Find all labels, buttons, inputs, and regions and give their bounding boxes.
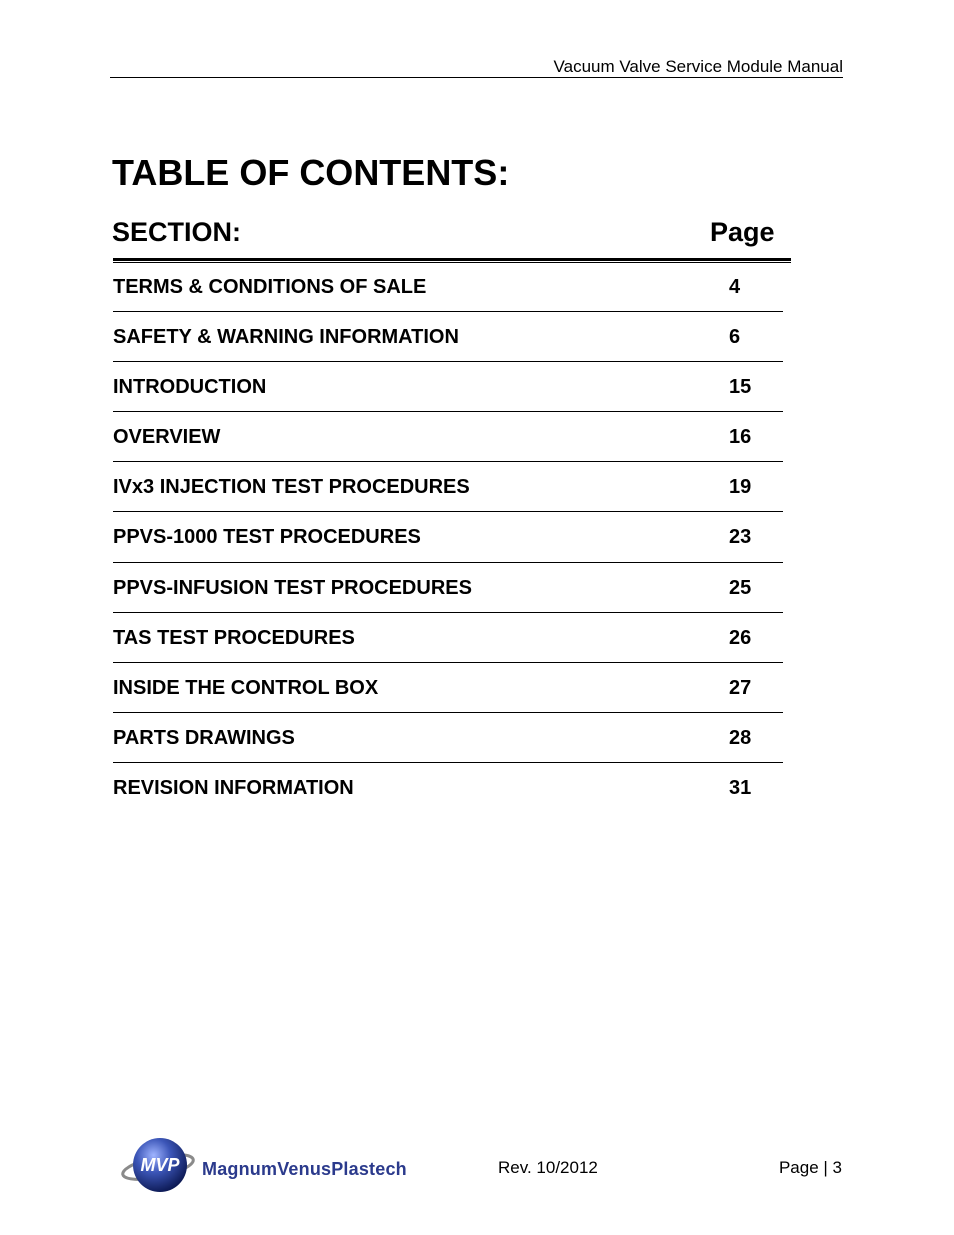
- revision-date: Rev. 10/2012: [498, 1158, 598, 1177]
- toc-entry-label: PARTS DRAWINGS: [113, 726, 295, 749]
- toc-entry-label: IVx3 INJECTION TEST PROCEDURES: [113, 476, 470, 499]
- toc-entry-safety[interactable]: [112, 312, 792, 362]
- toc-entry-page: 19: [729, 476, 752, 499]
- toc-entry-page: 6: [729, 326, 741, 349]
- toc-list: [112, 262, 792, 813]
- toc-entry-ppvs-1000[interactable]: [112, 512, 792, 562]
- toc-entry-control-box[interactable]: [112, 663, 792, 713]
- running-header: [110, 55, 843, 78]
- toc-entry-page: 16: [729, 426, 752, 449]
- toc-entry-ppvs-infusion[interactable]: [112, 563, 792, 613]
- toc-entry-page: 27: [729, 676, 752, 699]
- toc-entry-label: PPVS-1000 TEST PROCEDURES: [113, 526, 421, 549]
- section-column-heading: SECTION:: [112, 217, 242, 247]
- toc-entry-label: TERMS & CONDITIONS OF SALE: [113, 276, 427, 298]
- company-logo: [120, 1134, 410, 1196]
- page-column-heading: Page: [710, 217, 775, 247]
- mvp-globe-icon: [120, 1134, 200, 1196]
- toc-entry-label: PPVS-INFUSION TEST PROCEDURES: [113, 576, 472, 599]
- toc-entry-label: REVISION INFORMATION: [113, 776, 354, 799]
- toc-entry-revision[interactable]: [112, 763, 792, 813]
- toc-entry-page: 28: [729, 726, 752, 749]
- toc-entry-ivx3[interactable]: [112, 462, 792, 512]
- toc-entry-label: INTRODUCTION: [113, 376, 267, 399]
- toc-entry-page: 26: [729, 626, 752, 649]
- toc-entry-label: INSIDE THE CONTROL BOX: [113, 676, 379, 699]
- toc-entry-parts-drawings[interactable]: [112, 713, 792, 763]
- toc-entry-page: 23: [729, 526, 752, 549]
- toc-entry-page: 15: [729, 376, 752, 399]
- logo-wordmark: MagnumVenusPlastech: [202, 1159, 407, 1179]
- toc-entry-tas[interactable]: [112, 613, 792, 663]
- toc-entry-introduction[interactable]: [112, 362, 792, 412]
- toc-entry-label: OVERVIEW: [113, 426, 221, 449]
- logo-mark-text: MVP: [140, 1155, 180, 1175]
- toc-entry-terms[interactable]: [112, 262, 792, 312]
- page-number: Page | 3: [778, 1158, 842, 1177]
- toc-entry-page: 25: [729, 576, 752, 599]
- manual-title: Vacuum Valve Service Module Manual: [553, 57, 843, 76]
- toc-entry-label: TAS TEST PROCEDURES: [113, 626, 355, 649]
- toc-entry-label: SAFETY & WARNING INFORMATION: [113, 326, 459, 349]
- page-title: TABLE OF CONTENTS:: [112, 152, 510, 193]
- toc-entry-overview[interactable]: [112, 412, 792, 462]
- toc-entry-page: 4: [729, 276, 741, 298]
- toc-entry-page: 31: [729, 776, 752, 799]
